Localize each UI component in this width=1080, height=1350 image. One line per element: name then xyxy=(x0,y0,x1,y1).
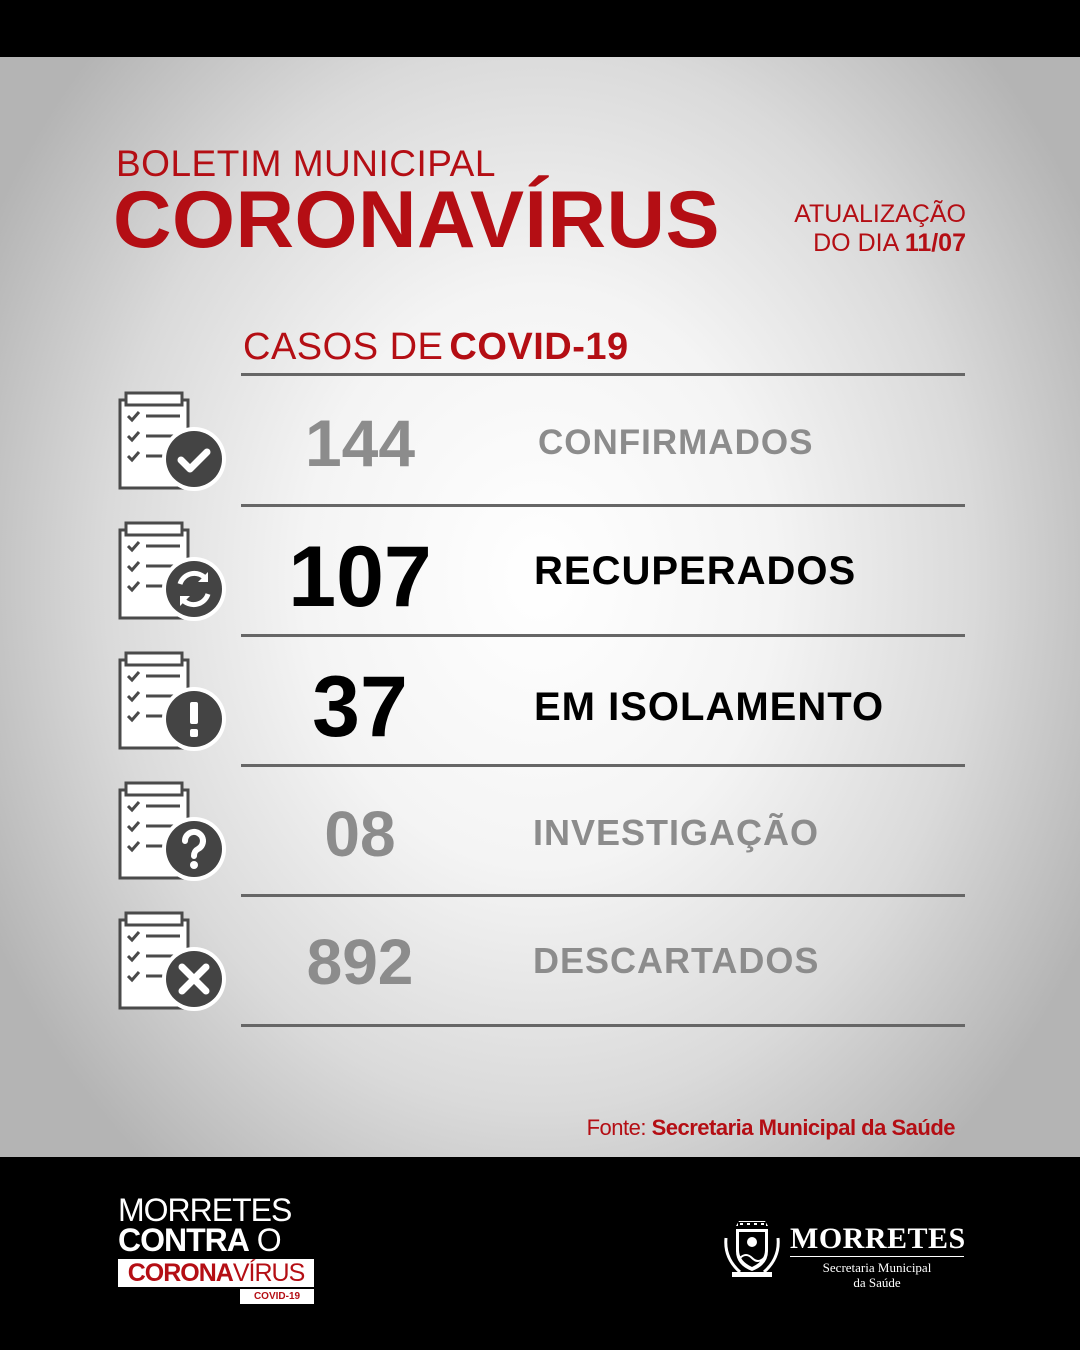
campaign-logo xyxy=(118,1192,318,1304)
divider xyxy=(241,764,965,767)
municipality-name: MORRETES xyxy=(790,1222,966,1255)
stat-value: 892 xyxy=(306,926,414,998)
stat-row-descartados xyxy=(0,910,1080,1040)
clipboard-refresh-icon xyxy=(114,520,226,624)
clipboard-x-icon xyxy=(114,910,226,1014)
source-credit xyxy=(587,1115,955,1141)
campaign-box xyxy=(118,1259,314,1287)
divider xyxy=(241,1024,965,1027)
campaign-line2-rest: O xyxy=(248,1222,281,1258)
stat-row-confirmados xyxy=(0,390,1080,520)
municipality-sub2: da Saúde xyxy=(853,1275,901,1290)
section-prefix: CASOS DE xyxy=(243,326,444,368)
campaign-box-bold: CORONA xyxy=(127,1259,233,1287)
stat-label: DESCARTADOS xyxy=(533,940,820,981)
clipboard-check-icon xyxy=(114,390,226,494)
section-highlight: COVID-19 xyxy=(449,326,629,368)
stat-label: RECUPERADOS xyxy=(534,549,857,593)
municipality-rule xyxy=(790,1256,964,1257)
section-heading xyxy=(243,328,629,366)
stat-label: EM ISOLAMENTO xyxy=(534,685,885,729)
campaign-line1: MORRETES xyxy=(118,1192,292,1228)
campaign-box-rest: VÍRUS xyxy=(232,1259,305,1287)
campaign-line2-bold: CONTRA xyxy=(118,1222,249,1258)
stat-value: 144 xyxy=(304,406,416,480)
update-date: 11/07 xyxy=(904,229,966,257)
divider xyxy=(241,634,965,637)
stat-row-recuperados xyxy=(0,520,1080,650)
municipality-sub1: Secretaria Municipal xyxy=(822,1260,932,1275)
bulletin-subtitle: BOLETIM MUNICIPAL xyxy=(116,143,496,184)
bulletin-title: CORONAVÍRUS xyxy=(113,175,721,265)
stat-row-isolamento xyxy=(0,650,1080,780)
stat-value: 107 xyxy=(288,529,432,625)
clipboard-alert-icon xyxy=(114,650,226,754)
source-prefix: Fonte: xyxy=(586,1115,646,1140)
divider xyxy=(241,894,965,897)
coat-of-arms-icon xyxy=(722,1218,782,1280)
source-name: Secretaria Municipal da Saúde xyxy=(651,1115,955,1140)
stat-label: CONFIRMADOS xyxy=(538,423,814,462)
campaign-tag: COVID-19 xyxy=(240,1289,314,1304)
update-label: ATUALIZAÇÃO xyxy=(794,200,966,228)
top-black-bar xyxy=(0,0,1080,57)
stat-value: 08 xyxy=(324,798,396,870)
campaign-line2 xyxy=(118,1222,318,1258)
update-date-line xyxy=(794,229,966,258)
divider xyxy=(241,373,965,376)
stat-row-investigacao xyxy=(0,780,1080,910)
stat-label: INVESTIGAÇÃO xyxy=(533,812,820,853)
stat-value: 37 xyxy=(312,659,408,755)
divider xyxy=(241,504,965,507)
municipality-logo xyxy=(722,1218,972,1288)
update-date-block xyxy=(794,200,966,258)
update-prefix: DO DIA xyxy=(813,229,905,257)
clipboard-question-icon xyxy=(114,780,226,884)
